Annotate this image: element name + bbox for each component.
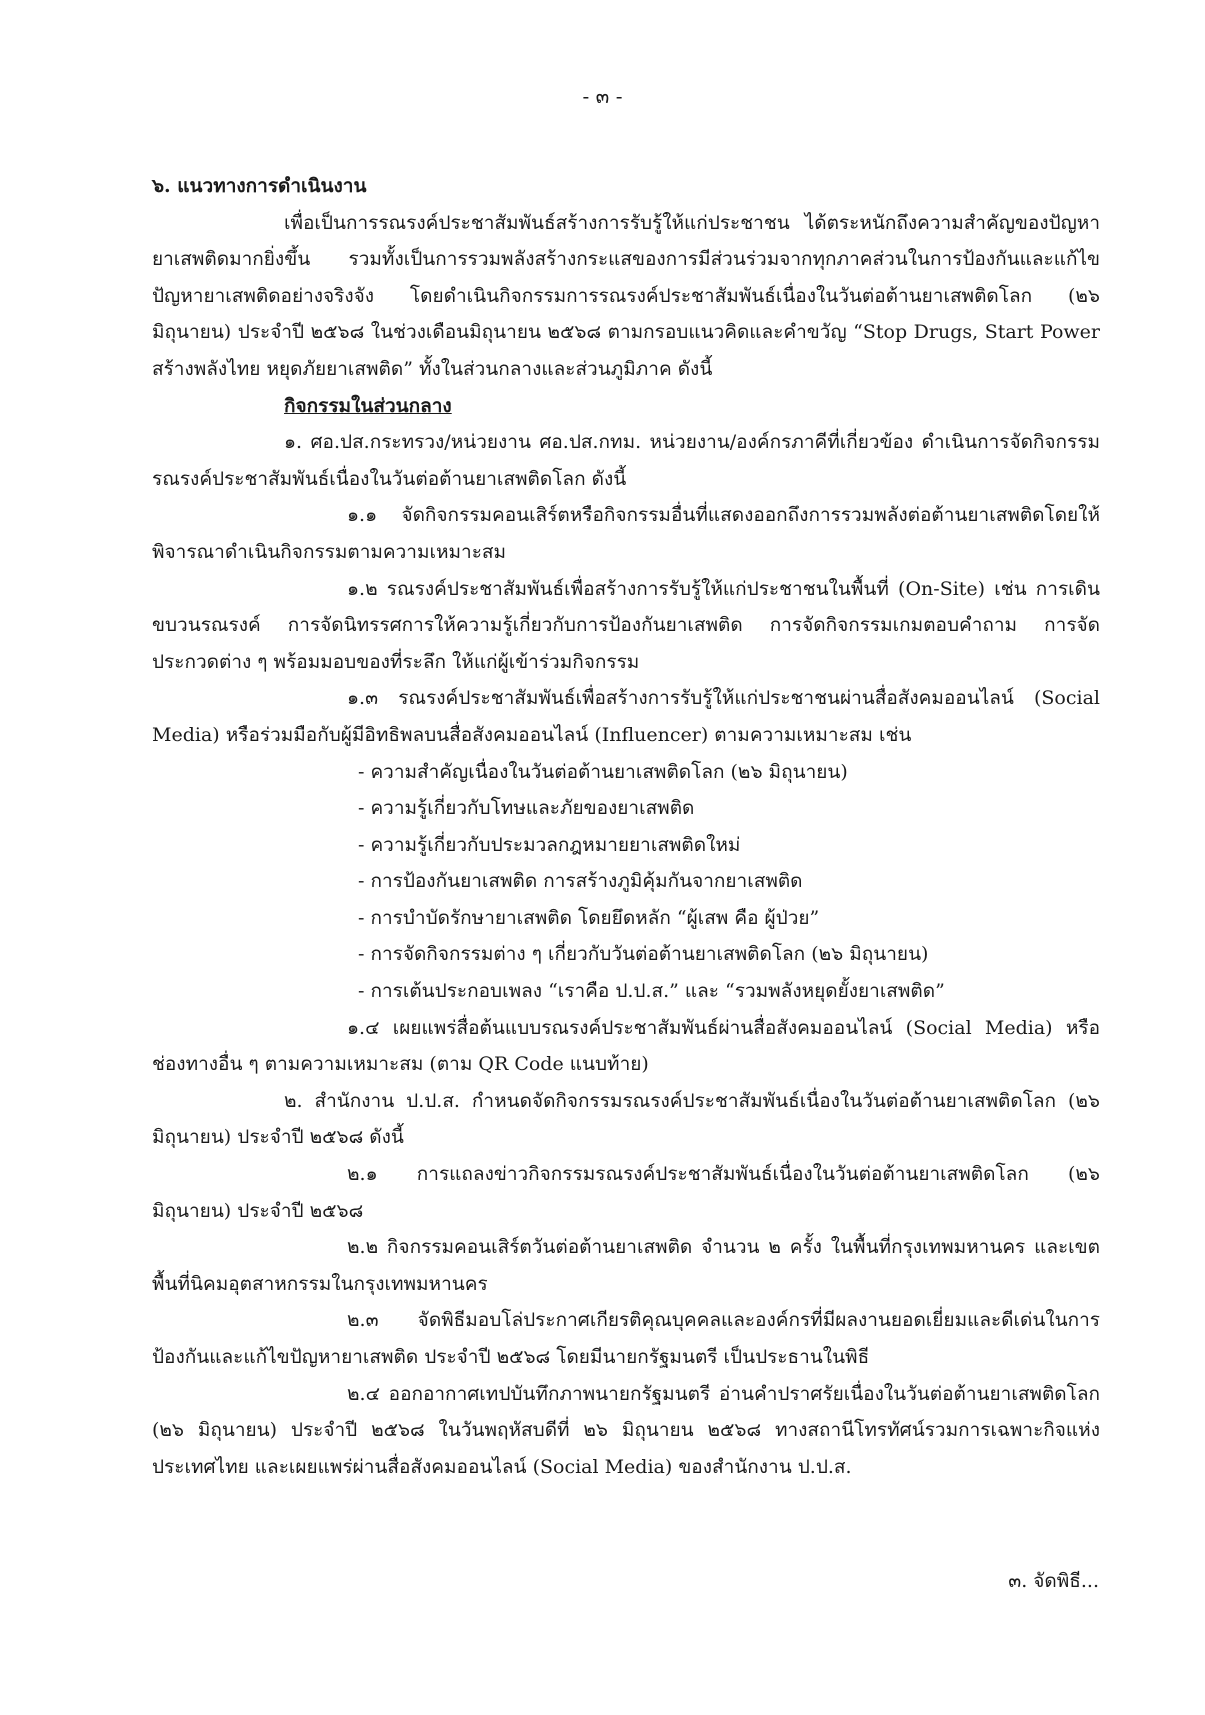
item-1-2: ๑.๒ รณรงค์ประชาสัมพันธ์เพื่อสร้างการรับรู้ให้แก่ประชาชนในพื้นที่ (On-Site) เช่น การเดินขบวนรณรงค์ การจัดนิทรรศการให้ความรู้เกี่ยวกับการป้องกันยาเสพติด การจัดกิจกรรมเกมตอบคำถาม การจัดประกวดต่าง ๆ พร้อมมอบของที่ระลึก ให้แก่ผู้เข้าร่วมกิจกรรม — [152, 577, 1100, 673]
item-1: ๑. ศอ.ปส.กระทรวง/หน่วยงาน ศอ.ปส.กทม. หน่วยงาน/องค์กรภาคีที่เกี่ยวข้อง ดำเนินการจัดกิจกรรมรณรงค์ประชาสัมพันธ์เนื่องในวันต่อต้านยาเสพติดโลก ดังนี้ — [152, 431, 1100, 490]
item-2-4: ๒.๔ ออกอากาศเทปบันทึกภาพนายกรัฐมนตรี อ่านคำปราศรัยเนื่องในวันต่อต้านยาเสพติดโลก (๒๖ มิถุนายน) ประจำปี ๒๕๖๘ ในวันพฤหัสบดีที่ ๒๖ มิถุนายน ๒๕๖๘ ทางสถานีโทรทัศน์รวมการเฉพาะกิจแห่งประเทศไทย และเผยแพร่ผ่านสื่อสังคมออนไลน์ (Social Media) ของสำนักงาน ป.ป.ส. — [152, 1382, 1100, 1478]
item-2-1: ๒.๑ การแถลงข่าวกิจกรรมรณรงค์ประชาสัมพันธ์เนื่องในวันต่อต้านยาเสพติดโลก (๒๖ มิถุนายน) ประจำปี ๒๕๖๘ — [152, 1163, 1100, 1222]
bullet-item: - การบำบัดรักษายาเสพติด โดยยึดหลัก “ผู้เสพ คือ ผู้ป่วย” — [358, 906, 820, 929]
item-2: ๒. สำนักงาน ป.ป.ส. กำหนดจัดกิจกรรมรณรงค์ประชาสัมพันธ์เนื่องในวันต่อต้านยาเสพติดโลก (๒๖ มิถุนายน) ประจำปี ๒๕๖๘ ดังนี้ — [152, 1089, 1100, 1149]
item-1-3: ๑.๓ รณรงค์ประชาสัมพันธ์เพื่อสร้างการรับรู้ให้แก่ประชาชนผ่านสื่อสังคมออนไลน์ (Social Media) หรือร่วมมือกับผู้มีอิทธิพลบนสื่อสังคมออนไลน์ (Influencer) ตามความเหมาะสม เช่น — [152, 687, 1100, 746]
item-1-1: ๑.๑ จัดกิจกรรมคอนเสิร์ตหรือกิจกรรมอื่นที่แสดงออกถึงการรวมพลังต่อต้านยาเสพติดโดยให้พิจารณาดำเนินกิจกรรมตามความเหมาะสม — [152, 504, 1100, 563]
bullet-item: - ความรู้เกี่ยวกับประมวลกฎหมายยาเสพติดใหม่ — [358, 833, 741, 856]
bullet-item: - การป้องกันยาเสพติด การสร้างภูมิคุ้มกันจากยาเสพติด — [358, 870, 803, 893]
bullet-item: - การจัดกิจกรรมต่าง ๆ เกี่ยวกับวันต่อต้านยาเสพติดโลก (๒๖ มิถุนายน) — [358, 943, 929, 966]
continued-marker: ๓. จัดพิธี... — [1008, 1570, 1099, 1592]
bullet-item: - ความรู้เกี่ยวกับโทษและภัยของยาเสพติด — [358, 797, 695, 820]
item-2-2: ๒.๒ กิจกรรมคอนเสิร์ตวันต่อต้านยาเสพติด จำนวน ๒ ครั้ง ในพื้นที่กรุงเทพมหานคร และเขตพื้นที่นิคมอุตสาหกรรมในกรุงเทพมหานคร — [152, 1236, 1100, 1295]
bullet-item: - ความสำคัญเนื่องในวันต่อต้านยาเสพติดโลก (๒๖ มิถุนายน) — [358, 760, 848, 783]
item-2-3: ๒.๓ จัดพิธีมอบโล่ประกาศเกียรติคุณบุคคลและองค์กรที่มีผลงานยอดเยี่ยมและดีเด่นในการป้องกันและแก้ไขปัญหายาเสพติด ประจำปี ๒๕๖๘ โดยมีนายกรัฐมนตรี เป็นประธานในพิธี — [152, 1309, 1100, 1368]
central-activities-heading: กิจกรรมในส่วนกลาง — [284, 394, 452, 417]
section-heading: ๖. แนวทางการดำเนินงาน — [152, 175, 367, 197]
intro-paragraph: เพื่อเป็นการรณรงค์ประชาสัมพันธ์สร้างการรับรู้ให้แก่ประชาชน ได้ตระหนักถึงความสำคัญของปัญหายาเสพติดมากยิ่งขึ้น รวมทั้งเป็นการรวมพลังสร้างกระแสของการมีส่วนร่วมจากทุกภาคส่วนในการป้องกันและแก้ไขปัญหายาเสพติดอย่างจริงจัง โดยดำเนินกิจกรรมการรณรงค์ประชาสัมพันธ์เนื่องในวันต่อต้านยาเสพติดโลก (๒๖ มิถุนายน) ประจำปี ๒๕๖๘ ในช่วงเดือนมิถุนายน ๒๕๖๘ ตามกรอบแนวคิดและคำขวัญ “Stop Drugs, Start Power สร้างพลังไทย หยุดภัยยาเสพติด” ทั้งในส่วนกลางและส่วนภูมิภาค ดังนี้ — [152, 211, 1100, 380]
item-1-4: ๑.๔ เผยแพร่สื่อต้นแบบรณรงค์ประชาสัมพันธ์ผ่านสื่อสังคมออนไลน์ (Social Media) หรือช่องทางอื่น ๆ ตามความเหมาะสม (ตาม QR Code แนบท้าย) — [152, 1016, 1100, 1076]
page-number: - ๓ - — [582, 84, 623, 108]
bullet-item: - การเต้นประกอบเพลง “เราคือ ป.ป.ส.” และ “รวมพลังหยุดยั้งยาเสพติด” — [358, 980, 945, 1003]
item-1-3-bullet-list — [152, 754, 1100, 1010]
document-body — [152, 168, 1100, 1485]
